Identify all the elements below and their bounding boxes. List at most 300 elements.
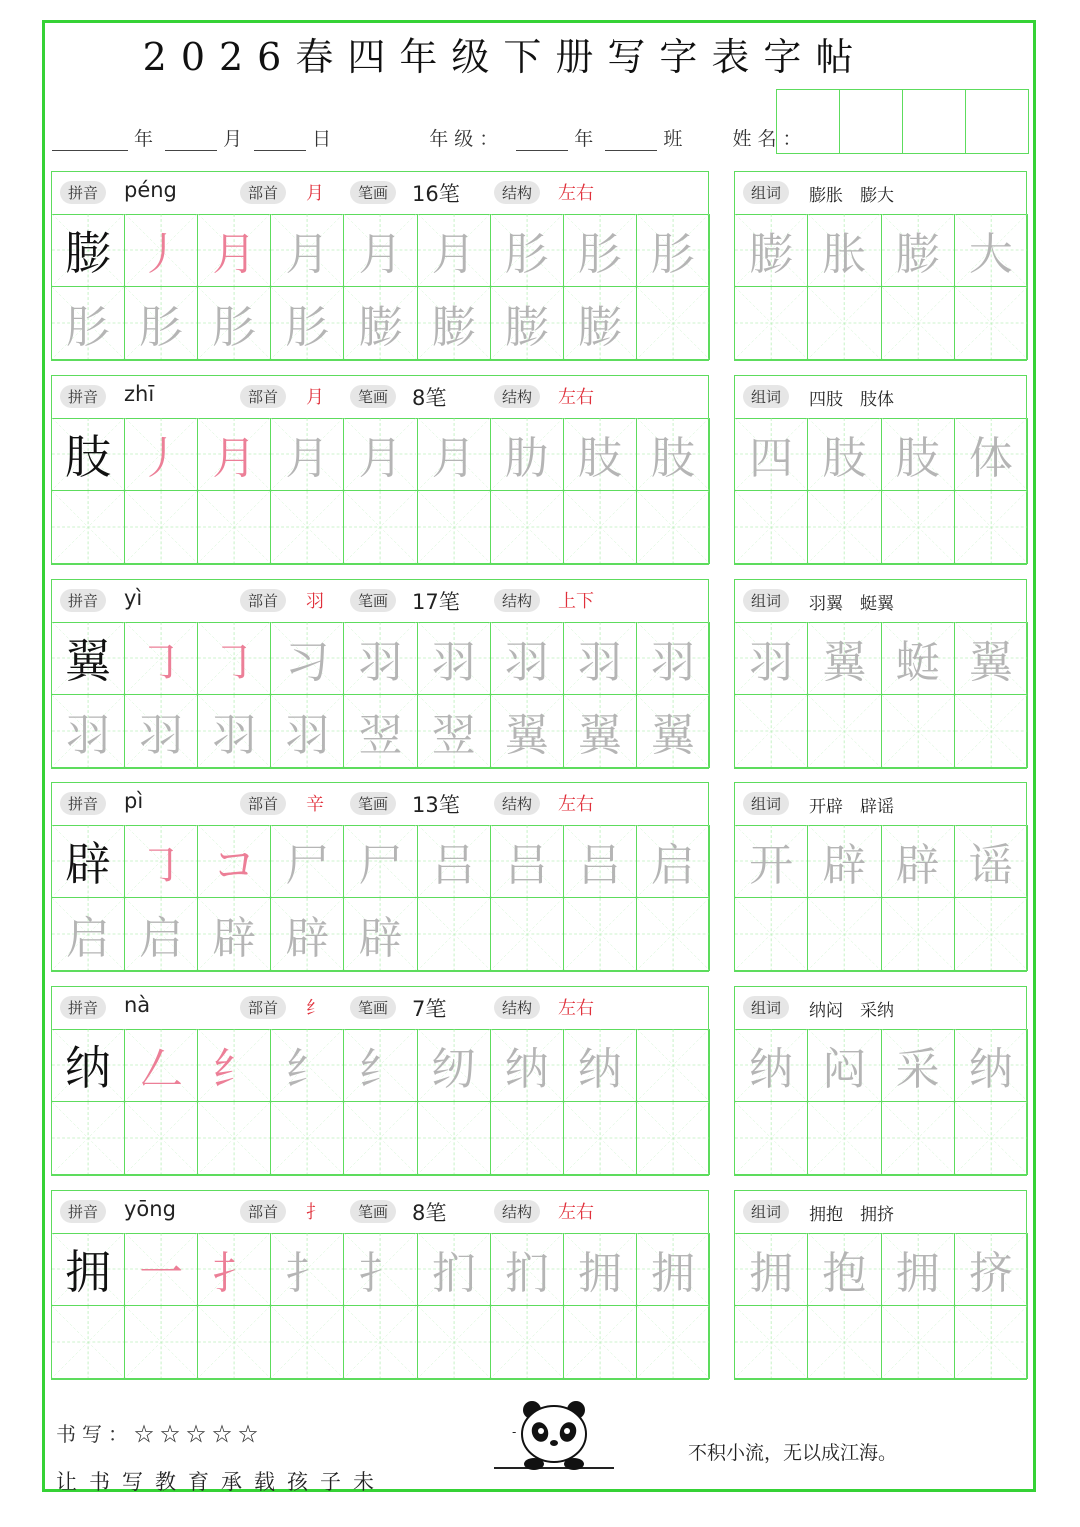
stroke-step-glyph: 羽 [504,637,549,688]
words-block [734,782,1027,972]
word-practice-cell[interactable] [882,418,955,491]
word-practice-cell[interactable] [955,491,1028,564]
word-practice-cell[interactable] [808,622,881,695]
word-practice-cell[interactable] [955,898,1028,971]
practice-cell[interactable] [344,825,417,898]
structure-value: 左右 [558,183,594,204]
stroke-step-glyph: 辟 [358,913,403,964]
stroke-step-glyph: 羽 [650,637,695,688]
stroke-step [564,695,636,767]
practice-cell[interactable] [198,1306,271,1379]
stroke-step [125,825,197,897]
words-block [734,1190,1027,1380]
word-practice-cell[interactable] [955,1102,1028,1175]
word-practice-cell[interactable] [955,1306,1028,1379]
day-blank[interactable] [254,130,306,151]
practice-cell[interactable] [491,695,564,768]
practice-cell[interactable] [491,1233,564,1306]
stroke-step-glyph: 膨 [358,302,403,353]
practice-cell[interactable] [418,1029,491,1102]
radical-label: 部首 [240,996,286,1019]
pinyin-label: 拼音 [60,181,106,204]
stroke-step [637,214,709,286]
word-practice-cell[interactable] [882,695,955,768]
word-practice-cell[interactable] [882,214,955,287]
practice-cell[interactable] [271,622,344,695]
model-char-cell[interactable] [52,214,125,287]
practice-cell[interactable] [52,1102,125,1175]
word-practice-cell[interactable] [808,491,881,564]
practice-cell[interactable] [418,418,491,491]
practice-cell[interactable] [344,898,417,971]
stroke-step [271,898,343,970]
stroke-step [198,418,270,490]
practice-cell[interactable] [344,695,417,768]
words-value: 羽翼 蜓翼 [809,594,894,614]
practice-cell[interactable] [198,1102,271,1175]
radical-value: 扌 [306,1202,324,1223]
word-practice-cell[interactable] [735,1029,808,1102]
radical-label: 部首 [240,589,286,612]
practice-cell[interactable] [52,695,125,768]
stroke-step [271,214,343,286]
stroke-step-glyph: 辟 [285,913,330,964]
practice-cell[interactable] [125,1102,198,1175]
practice-cell[interactable] [125,1233,198,1306]
stroke-step [637,1233,709,1305]
practice-cell[interactable] [271,1102,344,1175]
practice-cell[interactable] [418,695,491,768]
month-blank[interactable] [165,130,217,151]
stroke-step-glyph: 肜 [285,302,330,353]
model-char-cell[interactable] [52,825,125,898]
name-box-cell[interactable] [903,90,966,153]
stroke-step-glyph: 纟 [212,1044,257,1095]
model-char: 辟 [65,837,112,891]
practice-cell[interactable] [198,1029,271,1102]
practice-cell[interactable] [344,418,417,491]
word-practice-cell[interactable] [735,1306,808,1379]
stroke-step [271,695,343,767]
stroke-step [344,418,416,490]
stroke-step [271,1233,343,1305]
word-practice-cell[interactable] [882,287,955,360]
words-value: 开辟 辟谣 [809,797,894,817]
word-practice-cell[interactable] [735,695,808,768]
practice-cell[interactable] [344,1306,417,1379]
word-practice-cell[interactable] [882,491,955,564]
svg-text:-: - [512,1425,517,1439]
stroke-step-glyph: 启 [66,913,111,964]
stroke-step [271,825,343,897]
practice-cell[interactable] [491,1029,564,1102]
practice-cell[interactable] [564,418,637,491]
stroke-step [344,214,416,286]
word-practice-cell[interactable] [735,622,808,695]
practice-cell[interactable] [564,214,637,287]
practice-cell[interactable] [564,1233,637,1306]
practice-cell[interactable] [271,1306,344,1379]
strokes-value: 8笔 [412,1201,447,1225]
strokes-label: 笔画 [350,1200,396,1223]
practice-cell[interactable] [52,898,125,971]
word-practice-cell[interactable] [955,214,1028,287]
practice-cell[interactable] [564,287,637,360]
char-block [51,171,709,361]
practice-cell[interactable] [344,1029,417,1102]
words-label: 组词 [743,1200,789,1223]
word-practice-cell[interactable] [808,1306,881,1379]
practice-cell[interactable] [491,491,564,564]
word-practice-cell[interactable] [808,214,881,287]
practice-cell[interactable] [637,418,710,491]
stroke-step-glyph: 吕 [431,840,476,891]
stroke-step [198,898,270,970]
practice-cell[interactable] [637,1233,710,1306]
char-info-header [52,987,708,1030]
stroke-step [418,1233,490,1305]
practice-cell[interactable] [125,622,198,695]
stroke-step-glyph: 月 [212,229,257,280]
practice-cell[interactable] [418,1233,491,1306]
stroke-step-glyph: 羽 [139,710,184,761]
stroke-step-glyph: ㇆ [139,840,184,891]
practice-cell[interactable] [198,898,271,971]
word-practice-cell[interactable] [735,1233,808,1306]
stroke-step [344,622,416,694]
stroke-step-glyph: 月 [285,229,330,280]
word-trace-char: 肢 [895,433,940,484]
stroke-step [418,695,490,767]
structure-label: 结构 [494,996,540,1019]
word-trace-char: 辟 [895,840,940,891]
word-trace-char: 采 [895,1044,940,1095]
pinyin-label: 拼音 [60,996,106,1019]
practice-cell[interactable] [52,1306,125,1379]
stroke-step [125,287,197,359]
empty-cell [271,491,343,563]
empty-cell [637,1306,709,1378]
practice-cell[interactable] [564,491,637,564]
practice-cell[interactable] [418,1102,491,1175]
pinyin-value: pì [124,789,144,813]
empty-cell [564,491,636,563]
char-block [51,579,709,769]
empty-cell [344,491,416,563]
stroke-step [418,287,490,359]
practice-cell[interactable] [637,491,710,564]
word-practice-cell[interactable] [735,418,808,491]
stroke-step [491,287,563,359]
stroke-step-glyph: 习 [285,637,330,688]
practice-cell[interactable] [418,825,491,898]
practice-cell[interactable] [271,287,344,360]
empty-cell [418,1306,490,1378]
practice-cell[interactable] [344,214,417,287]
word-trace-char: 闷 [822,1044,867,1095]
model-char-cell[interactable] [52,1029,125,1102]
practice-cell[interactable] [198,622,271,695]
word-practice-cell[interactable] [882,898,955,971]
word-trace-char: 四 [749,433,794,484]
stroke-step-glyph: コ [212,840,257,891]
stroke-step-glyph: 纫 [431,1044,476,1095]
structure-value: 左右 [558,794,594,815]
class-blank[interactable] [605,130,657,151]
radical-value: 月 [306,183,324,204]
practice-cell[interactable] [418,898,491,971]
stroke-step-glyph: 肢 [650,433,695,484]
stroke-step-glyph: ㇆ [212,637,257,688]
word-practice-cell[interactable] [808,1233,881,1306]
practice-cell[interactable] [271,898,344,971]
stroke-step-glyph: 一 [139,1248,184,1299]
empty-cell [491,491,563,563]
practice-cell[interactable] [418,1306,491,1379]
empty-cell [52,1102,124,1174]
word-practice-cell[interactable] [735,491,808,564]
stroke-step [52,898,124,970]
empty-cell [198,491,270,563]
practice-cell[interactable] [125,418,198,491]
practice-cell[interactable] [198,214,271,287]
stroke-step [125,418,197,490]
practice-cell[interactable] [564,825,637,898]
model-char-cell[interactable] [52,418,125,491]
practice-cell[interactable] [564,695,637,768]
stroke-step-glyph: 羽 [66,710,111,761]
practice-cell[interactable] [271,214,344,287]
stroke-step [271,418,343,490]
char-info-header [52,172,708,215]
stroke-step-glyph: 肜 [212,302,257,353]
word-practice-cell[interactable] [955,287,1028,360]
stroke-step-glyph: 纳 [577,1044,622,1095]
word-practice-cell[interactable] [735,1102,808,1175]
word-practice-cell[interactable] [882,1306,955,1379]
empty-cell [637,898,709,970]
words-value: 膨胀 膨大 [809,186,894,206]
word-trace-char: 体 [968,433,1013,484]
practice-cell[interactable] [564,622,637,695]
practice-cell[interactable] [637,622,710,695]
practice-cell[interactable] [491,898,564,971]
empty-cell [491,1102,563,1174]
practice-cell[interactable] [198,491,271,564]
stroke-step [637,622,709,694]
practice-cell[interactable] [564,1102,637,1175]
structure-label: 结构 [494,181,540,204]
practice-cell[interactable] [125,695,198,768]
radical-label: 部首 [240,792,286,815]
stroke-step [491,1029,563,1101]
practice-cell[interactable] [344,287,417,360]
word-practice-cell[interactable] [955,1233,1028,1306]
word-practice-cell[interactable] [735,287,808,360]
practice-cell[interactable] [271,695,344,768]
pinyin-value: péng [124,178,177,202]
name-box-cell[interactable] [966,90,1028,153]
stroke-step [198,214,270,286]
stroke-step [418,825,490,897]
empty-cell [271,1306,343,1378]
word-practice-cell[interactable] [735,825,808,898]
practice-cell[interactable] [491,825,564,898]
practice-cell[interactable] [198,287,271,360]
practice-cell[interactable] [418,287,491,360]
structure-label: 结构 [494,1200,540,1223]
practice-cell[interactable] [198,695,271,768]
word-practice-cell[interactable] [808,825,881,898]
practice-cell[interactable] [271,1029,344,1102]
stroke-step [418,214,490,286]
words-value: 纳闷 采纳 [809,1001,894,1021]
name-boxes[interactable] [776,89,1029,154]
stroke-step-glyph: 肋 [504,433,549,484]
practice-cell[interactable] [344,622,417,695]
word-practice-cell[interactable] [882,825,955,898]
practice-cell[interactable] [271,491,344,564]
stroke-step [491,695,563,767]
stroke-step [125,214,197,286]
practice-cell[interactable] [125,214,198,287]
practice-cell[interactable] [637,287,710,360]
practice-cell[interactable] [344,1233,417,1306]
stroke-step [52,287,124,359]
structure-value: 左右 [558,1202,594,1223]
practice-cell[interactable] [418,214,491,287]
practice-cell[interactable] [637,898,710,971]
year-blank[interactable] [52,130,128,151]
practice-cell[interactable] [344,1102,417,1175]
practice-cell[interactable] [491,287,564,360]
word-practice-cell[interactable] [808,1102,881,1175]
word-practice-cell[interactable] [808,898,881,971]
practice-cell[interactable] [52,491,125,564]
practice-cell[interactable] [564,898,637,971]
stroke-step-glyph: 月 [285,433,330,484]
word-practice-cell[interactable] [955,695,1028,768]
practice-cell[interactable] [198,825,271,898]
practice-cell[interactable] [52,287,125,360]
words-value: 四肢 肢体 [809,390,894,410]
practice-cell[interactable] [271,825,344,898]
word-trace-char: 谣 [968,840,1013,891]
word-practice-cell[interactable] [882,622,955,695]
footer-quote: 不积小流，无以成江海。 [688,1442,898,1464]
practice-cell[interactable] [125,287,198,360]
stroke-step-glyph: 膨 [577,302,622,353]
practice-cell[interactable] [125,898,198,971]
practice-cell[interactable] [637,1306,710,1379]
practice-cell[interactable] [491,622,564,695]
empty-cell [271,1102,343,1174]
stroke-step [491,214,563,286]
practice-cell[interactable] [125,1029,198,1102]
name-box-cell[interactable] [840,90,903,153]
stroke-step-glyph: 月 [431,229,476,280]
practice-cell[interactable] [125,1306,198,1379]
word-practice-cell[interactable] [882,1029,955,1102]
practice-cell[interactable] [198,1233,271,1306]
word-trace-char: 拥 [749,1248,794,1299]
stroke-step-glyph: 羽 [358,637,403,688]
stroke-step-glyph: 丿 [139,433,184,484]
practice-cell[interactable] [491,1306,564,1379]
practice-cell[interactable] [271,1233,344,1306]
practice-cell[interactable] [637,214,710,287]
char-info-header [52,580,708,623]
model-char-cell[interactable] [52,1233,125,1306]
model-char-cell[interactable] [52,622,125,695]
practice-cell[interactable] [125,825,198,898]
stroke-step [418,418,490,490]
stroke-step [637,825,709,897]
words-label: 组词 [743,792,789,815]
practice-cell[interactable] [418,491,491,564]
practice-cell[interactable] [564,1029,637,1102]
name-box-cell[interactable] [777,90,840,153]
word-practice-cell[interactable] [882,1102,955,1175]
word-practice-cell[interactable] [808,695,881,768]
stroke-step-glyph: 吕 [577,840,622,891]
word-practice-cell[interactable] [882,1233,955,1306]
practice-cell[interactable] [198,418,271,491]
practice-cell[interactable] [637,1029,710,1102]
word-practice-cell[interactable] [735,214,808,287]
stroke-step-glyph: 肜 [139,302,184,353]
model-char: 拥 [65,1245,112,1299]
practice-cell[interactable] [125,491,198,564]
stroke-step [271,287,343,359]
word-practice-cell[interactable] [955,825,1028,898]
stroke-step-glyph: 肜 [650,229,695,280]
practice-cell[interactable] [271,418,344,491]
practice-cell[interactable] [344,491,417,564]
stroke-step [344,898,416,970]
structure-label: 结构 [494,385,540,408]
words-header [735,1191,1026,1234]
practice-cell[interactable] [564,1306,637,1379]
stroke-step [125,622,197,694]
practice-cell[interactable] [637,825,710,898]
page-title: 2026春四年级下册写字表字帖 [142,35,868,79]
practice-cell[interactable] [637,1102,710,1175]
word-trace-char: 挤 [968,1248,1013,1299]
practice-cell[interactable] [491,214,564,287]
structure-value: 上下 [558,591,594,612]
empty-cell [564,898,636,970]
word-practice-cell[interactable] [955,418,1028,491]
word-practice-cell[interactable] [955,1029,1028,1102]
stroke-step [198,825,270,897]
practice-cell[interactable] [637,695,710,768]
practice-cell[interactable] [491,418,564,491]
pinyin-label: 拼音 [60,1200,106,1223]
practice-cell[interactable] [491,1102,564,1175]
empty-cell [52,1306,124,1378]
stroke-step-glyph: 扪 [431,1248,476,1299]
word-practice-cell[interactable] [735,898,808,971]
word-practice-cell[interactable] [955,622,1028,695]
word-practice-cell[interactable] [808,1029,881,1102]
word-practice-cell[interactable] [808,418,881,491]
words-header [735,172,1026,215]
practice-cell[interactable] [418,622,491,695]
word-trace-char: 翼 [822,637,867,688]
grade-year-blank[interactable] [516,130,568,151]
word-practice-cell[interactable] [808,287,881,360]
